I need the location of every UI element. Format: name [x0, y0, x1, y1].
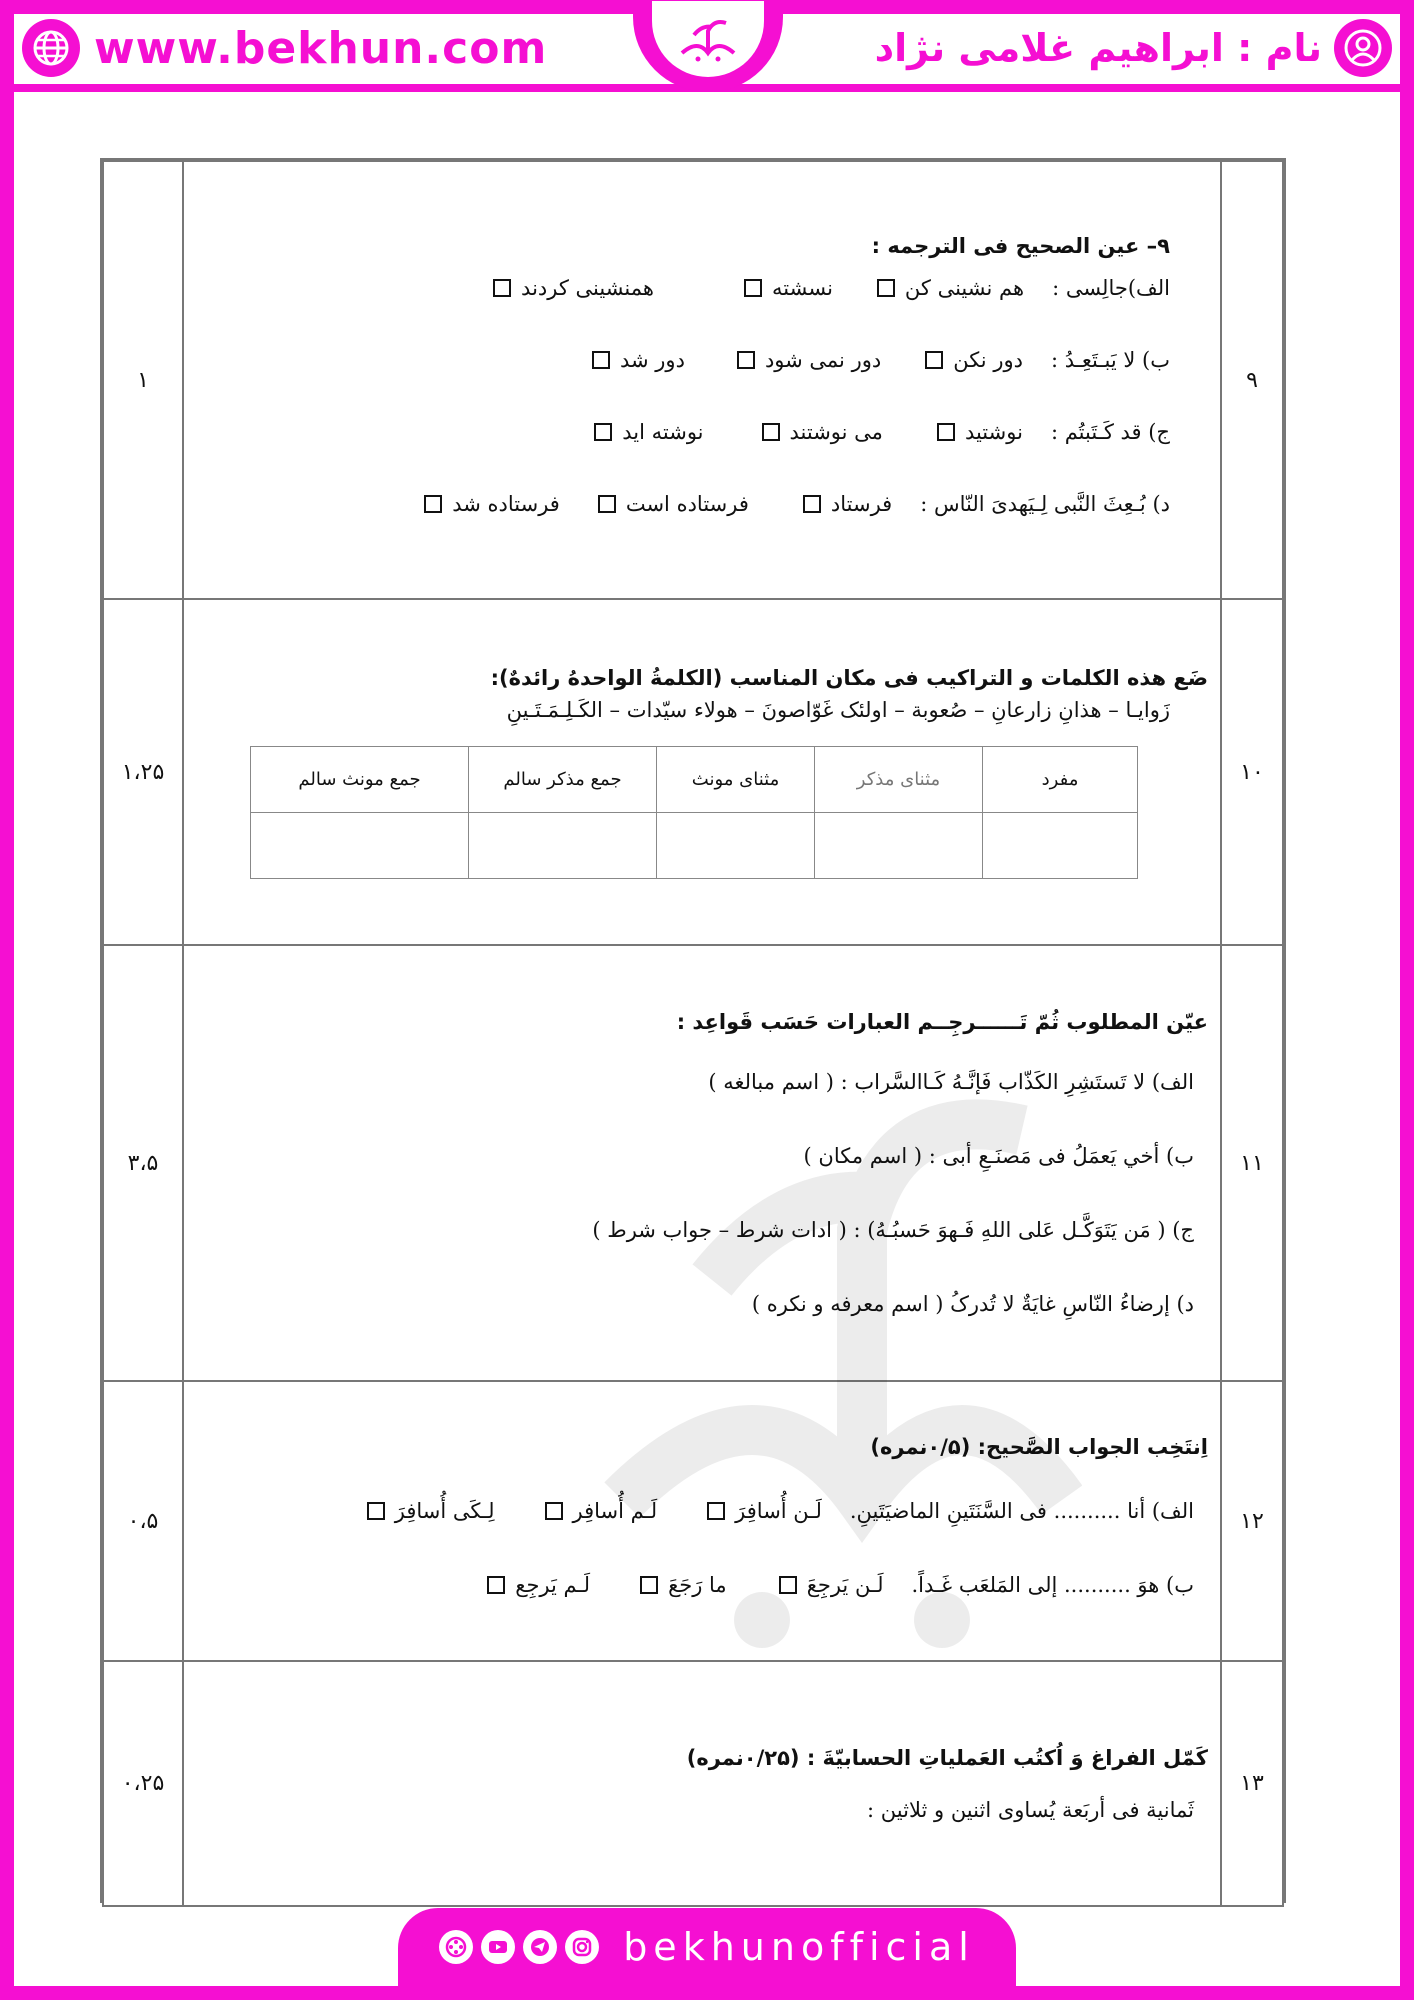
item-stem: د) بُـعِثَ النَّبی لِـیَهدیَ النّاس :: [920, 492, 1170, 516]
checkbox[interactable]: [737, 351, 755, 369]
aparat-icon[interactable]: [439, 1930, 473, 1964]
word-bank: زَوایـا – هذانِ زارعانِ – صُعوبة – اولئک غَوّاصونَ – هولاء سیّدات – الکَـلِـمَـتَـینِ: [506, 697, 1170, 722]
option-label: هم نشینی کن: [904, 276, 1025, 300]
question-body: [183, 161, 1221, 599]
question-row: [103, 599, 1283, 945]
question-title: اِنتَخِب الجواب الصَّحیح: (۰/۵نمره): [870, 1435, 1208, 1459]
answer-line: [204, 276, 1170, 300]
option[interactable]: [762, 420, 883, 444]
option[interactable]: [937, 420, 1023, 444]
question-score: ۰،۵: [103, 1381, 183, 1661]
option-label: لَـم أُسافِر: [572, 1499, 658, 1523]
item-stem: الف) أنا .......... فی السَّنَتَینِ الماضیَتَینِ.: [849, 1499, 1194, 1523]
social-footer: [398, 1908, 1016, 1986]
option-label: لَـن أُسافِرَ: [735, 1499, 822, 1523]
item-text: ج) ( مَن یَتَوَکَّـل عَلی اللهِ فَـهوَ حَسبُـهُ) : ( ادات شرط – جواب شرط ): [592, 1218, 1194, 1242]
question-title: کَمّل الفراغ وَ اُکتُب العَملیاتِ الحسابیّةَ : (۰/۲۵نمره): [686, 1745, 1208, 1770]
checkbox[interactable]: [744, 279, 762, 297]
exam-table: [102, 160, 1284, 1907]
checkbox[interactable]: [592, 351, 610, 369]
classification-table: [250, 746, 1138, 879]
question-score: ۳،۵: [103, 945, 183, 1381]
item-stem: ب) هوَ .......... إلی المَلعَب غَـداً.: [911, 1573, 1194, 1597]
option[interactable]: [925, 348, 1023, 372]
answer-cell[interactable]: [983, 812, 1138, 878]
option-label: نوشتید: [964, 420, 1023, 444]
checkbox[interactable]: [762, 423, 780, 441]
question-number: ۱۱: [1221, 945, 1283, 1381]
question-title: ضَع هذه الکلمات و التراکیب فی مکان المناسب (الکلمةُ الواحدهُ رائدهٌ):: [490, 665, 1208, 690]
option[interactable]: [594, 420, 703, 444]
option-label: فرستاده است: [625, 492, 749, 516]
option[interactable]: [598, 492, 749, 516]
checkbox[interactable]: [803, 495, 821, 513]
option[interactable]: [487, 1573, 590, 1597]
item-stem: ب) لا یَبـتَعِـدُ :: [1050, 348, 1170, 372]
question-number: ۱۲: [1221, 1381, 1283, 1661]
checkbox[interactable]: [877, 279, 895, 297]
option[interactable]: [424, 492, 560, 516]
instagram-icon[interactable]: [565, 1930, 599, 1964]
question-score: ۱،۲۵: [103, 599, 183, 945]
table-header: مثنای مذکر: [815, 746, 983, 812]
answer-cell[interactable]: [657, 812, 815, 878]
option[interactable]: [803, 492, 892, 516]
question-number: ۹: [1221, 161, 1283, 599]
table-header: مفرد: [983, 746, 1138, 812]
checkbox[interactable]: [779, 1576, 797, 1594]
option-label: می نوشتند: [789, 420, 883, 444]
checkbox[interactable]: [640, 1576, 658, 1594]
question-number: ۱۰: [1221, 599, 1283, 945]
question-body: [183, 945, 1221, 1381]
answer-cell[interactable]: [469, 812, 657, 878]
table-header: جمع مونث سالم: [251, 746, 469, 812]
option[interactable]: [493, 276, 654, 300]
answer-line: [204, 1573, 1194, 1597]
item-text: ثَمانیة فی أربَعة یُساوی اثنین و ثلاثین :: [867, 1797, 1194, 1822]
option[interactable]: [545, 1499, 658, 1523]
option-label: فرستاد: [830, 492, 893, 516]
question-row: [103, 945, 1283, 1381]
checkbox[interactable]: [493, 279, 511, 297]
checkbox[interactable]: [937, 423, 955, 441]
website-link[interactable]: [22, 18, 547, 78]
checkbox[interactable]: [925, 351, 943, 369]
option-label: همنشینی کردند: [521, 276, 654, 300]
youtube-icon[interactable]: [481, 1930, 515, 1964]
question-body: [183, 1381, 1221, 1661]
answer-cell[interactable]: [815, 812, 983, 878]
checkbox[interactable]: [545, 1502, 563, 1520]
option[interactable]: [640, 1573, 727, 1597]
option-label: فرستاده شد: [452, 492, 560, 516]
option-label: نسشته: [772, 276, 833, 300]
checkbox[interactable]: [424, 495, 442, 513]
question-body: [183, 1661, 1221, 1906]
option-label: لَـم یَرجِع: [515, 1573, 591, 1597]
item-text: الف) لا تَستَشِرِ الکَذّاب فَإنَّـهُ کَـاالسَّراب : ( اسم مبالغه ): [708, 1070, 1194, 1094]
answer-line: [204, 348, 1170, 372]
option[interactable]: [877, 276, 1024, 300]
option-label: نوشته اید: [622, 420, 704, 444]
option-label: دور شد: [620, 348, 685, 372]
option-label: دور نمی شود: [764, 348, 882, 372]
answer-line: [204, 420, 1170, 444]
item-stem: الف)جالِسی :: [1052, 276, 1170, 300]
checkbox[interactable]: [707, 1502, 725, 1520]
item-text: د) إرضاءُ النّاسِ غایَةٌ لا تُدرکُ ( اسم معرفه و نکره ): [751, 1292, 1194, 1316]
student-name: [875, 18, 1392, 78]
item-stem: ج) قد کَـتَبتُم :: [1050, 420, 1170, 444]
telegram-icon[interactable]: [523, 1930, 557, 1964]
question-score: ۱: [103, 161, 183, 599]
checkbox[interactable]: [487, 1576, 505, 1594]
option-label: ما رَجَعَ: [668, 1573, 727, 1597]
item-text: ب) أخي یَعمَلُ فی مَصنَـعِ أبی : ( اسم مکان ): [803, 1144, 1194, 1168]
checkbox[interactable]: [594, 423, 612, 441]
question-number: ۱۳: [1221, 1661, 1283, 1906]
question-title: ۹– عین الصحیح فی الترجمه :: [871, 234, 1170, 258]
question-row: [103, 1381, 1283, 1661]
question-body: [183, 599, 1221, 945]
option[interactable]: [744, 276, 833, 300]
exam-sheet: [100, 158, 1286, 1903]
social-handle[interactable]: bekhunofficial: [623, 1925, 975, 1969]
student-name-text: نام : ابراهیم غلامی نژاد: [874, 26, 1322, 70]
checkbox[interactable]: [367, 1502, 385, 1520]
user-icon: [1334, 19, 1392, 77]
option[interactable]: [779, 1573, 884, 1597]
question-row: [103, 1661, 1283, 1906]
option-label: دور نکن: [953, 348, 1023, 372]
question-row: [103, 161, 1283, 599]
option[interactable]: [707, 1499, 822, 1523]
checkbox[interactable]: [598, 495, 616, 513]
question-score: ۰،۲۵: [103, 1661, 183, 1906]
answer-line: [204, 1499, 1194, 1523]
globe-icon: [22, 19, 80, 77]
option-label: لِـکَی أُسافِرَ: [394, 1499, 495, 1523]
table-header: جمع مذکر سالم: [469, 746, 657, 812]
option[interactable]: [592, 348, 685, 372]
answer-cell[interactable]: [251, 812, 469, 878]
option-label: لَـن یَرجِعَ: [806, 1573, 884, 1597]
table-header: مثنای مونث: [657, 746, 815, 812]
social-icons: [439, 1930, 599, 1964]
question-title: عیّن المطلوب ثُمّ تَــــــرجِــم العبارات حَسَب قَواعِد :: [676, 1010, 1208, 1034]
option[interactable]: [737, 348, 881, 372]
website-text: www.bekhun.com: [94, 22, 548, 74]
answer-line: [204, 492, 1170, 516]
option[interactable]: [367, 1499, 495, 1523]
